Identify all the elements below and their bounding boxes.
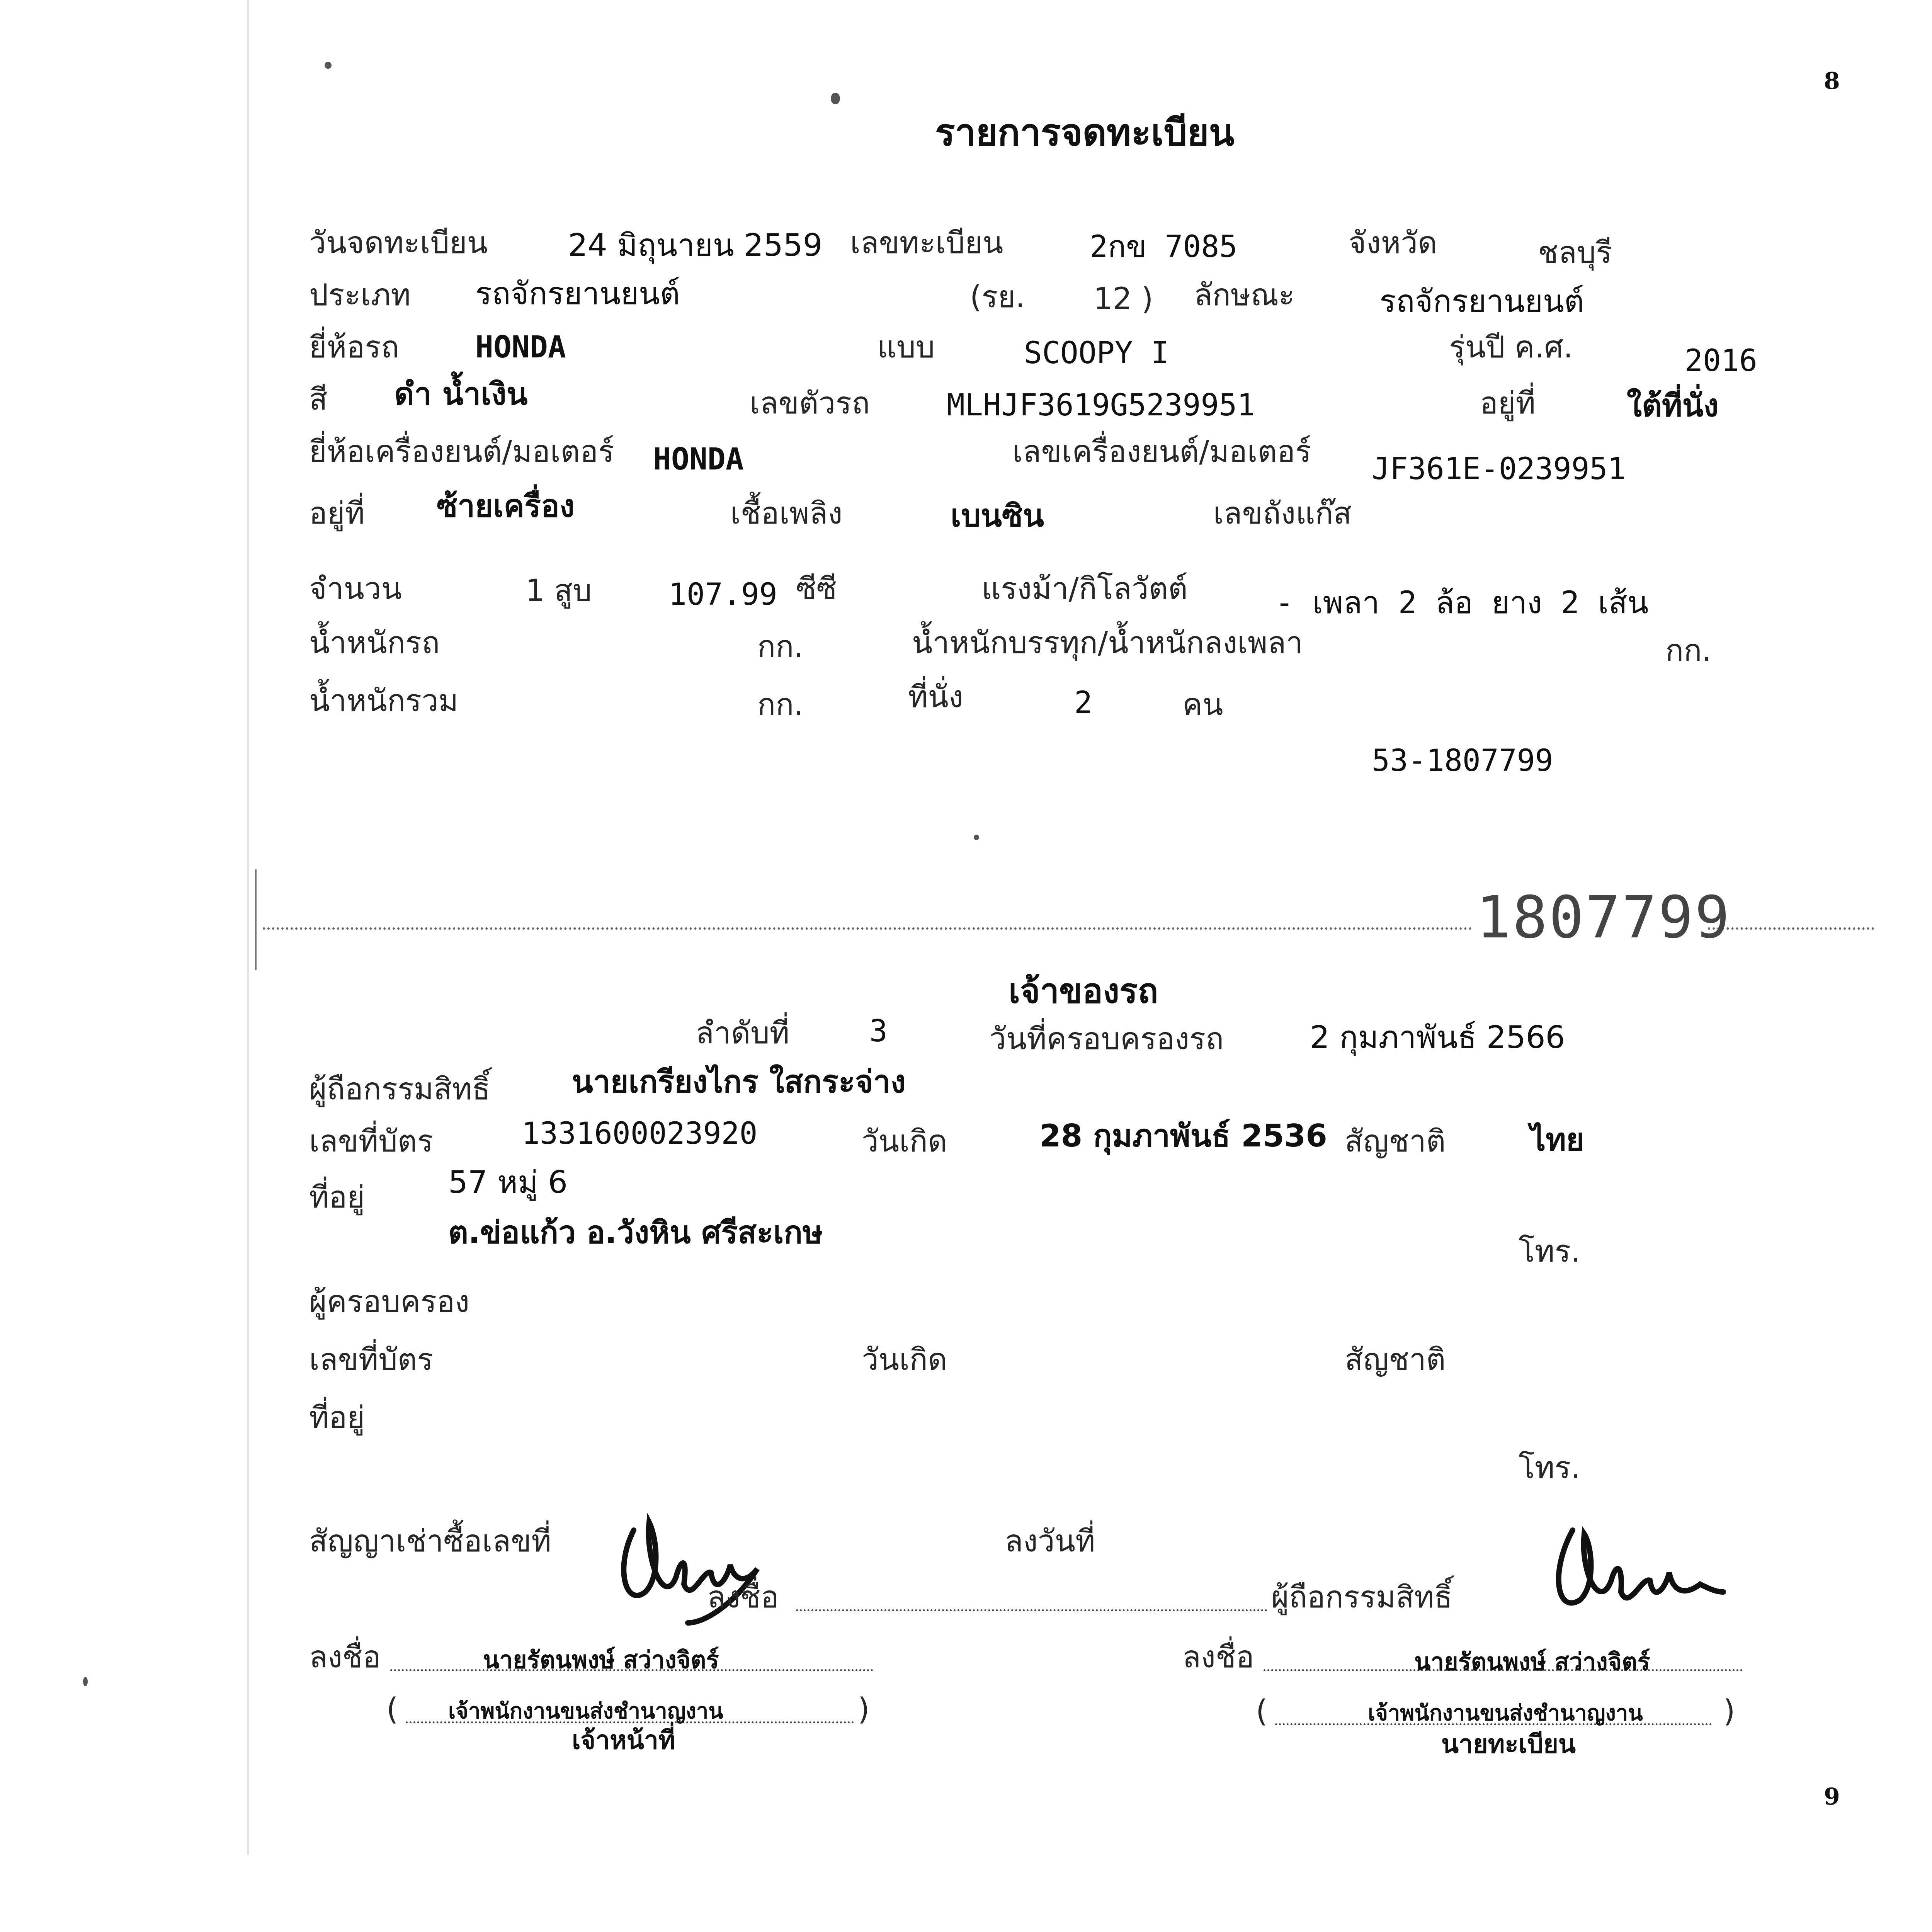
possessor-phone-label: โทร. (1519, 1451, 1580, 1485)
scan-edge-line (247, 0, 249, 1855)
nationality-value: ไทย (1530, 1122, 1584, 1158)
ry-label: (รย. (970, 280, 1025, 315)
gross-weight-label: น้ำหนักรวม (309, 684, 459, 718)
sequence-value: 3 (869, 1014, 888, 1049)
stamp-number: 1807799 (1476, 884, 1731, 951)
horsepower-label: แรงม้า/กิโลวัตต์ (981, 571, 1188, 606)
year-label: รุ่นปี ค.ศ. (1449, 330, 1573, 365)
model-value: SCOOPY I (1024, 336, 1169, 371)
type-label: ประเภท (309, 278, 411, 313)
axle-value: - เพลา 2 ล้อ ยาง 2 เส้น (1275, 585, 1649, 621)
vin-value: MLHJF3619G5239951 (947, 388, 1255, 423)
seat-unit: คน (1182, 687, 1223, 722)
engine-no-value: JF361E-0239951 (1372, 452, 1626, 486)
engine-brand-value: HONDA (653, 442, 744, 477)
paren-close-right: ) (1723, 1694, 1735, 1729)
possessor-address-label: ที่อยู่ (309, 1400, 365, 1435)
engine-loc-label: อยู่ที่ (309, 496, 365, 531)
model-label: แบบ (877, 330, 935, 365)
holder-name: นายเกรียงไกร ใสกระจ่าง (572, 1064, 906, 1100)
officer-title-right: เจ้าพนักงานขนส่งชำนาญงาน (1368, 1700, 1643, 1726)
vin-label: เลขตัวรถ (750, 386, 870, 421)
char-label: ลักษณะ (1194, 278, 1295, 313)
gross-weight-unit: กก. (757, 687, 804, 722)
gas-tank-label: เลขถังแก๊ส (1213, 496, 1352, 531)
scan-edge-line (255, 869, 257, 970)
scan-speck (831, 93, 840, 104)
engine-loc-value: ซ้ายเครื่อง (437, 488, 575, 524)
address-line-2: ต.ข่อแก้ว อ.วังหิน ศรีสะเกษ (448, 1214, 823, 1250)
paren-open-left: ( (386, 1692, 398, 1727)
possessor-nationality-label: สัญชาติ (1345, 1342, 1446, 1377)
brand-label: ยี่ห้อรถ (309, 330, 400, 365)
phone-label: โทร. (1519, 1234, 1580, 1269)
scan-speck (974, 835, 979, 840)
owner-heading: เจ้าของรถ (1009, 971, 1158, 1011)
reg-date-label: วันจดทะเบียน (309, 226, 488, 260)
vin-loc-value: ใต้ที่นั่ง (1627, 388, 1719, 423)
possessor-label: ผู้ครอบครอง (309, 1284, 470, 1319)
cylinder-label: จำนวน (309, 571, 402, 606)
possessor-dob-label: วันเกิด (862, 1342, 947, 1377)
seat-value: 2 (1074, 685, 1092, 720)
page-title: รายการจดทะเบียน (935, 111, 1235, 154)
signature-right (1542, 1515, 1727, 1638)
color-label: สี (309, 382, 328, 417)
reg-date-value: 24 มิถุนายน 2559 (568, 227, 823, 263)
officer-name-left: นายรัตนพงษ์ สว่างจิตร์ (483, 1646, 719, 1674)
paren-open-right: ( (1256, 1694, 1268, 1729)
province-value: ชลบุรี (1538, 235, 1612, 270)
color-value: ดำ น้ำเงิน (394, 376, 528, 412)
sign-label-left: ลงชื่อ (309, 1640, 381, 1675)
type-value: รถจักรยานยนต์ (475, 276, 680, 311)
sign-date-label: ลงวันที่ (1005, 1524, 1095, 1559)
scan-speck (325, 62, 332, 69)
province-label: จังหวัด (1349, 226, 1437, 260)
possessor-id-label: เลขที่บัตร (309, 1342, 434, 1377)
officer-role-left: เจ้าหน้าที่ (572, 1725, 675, 1755)
scan-speck (83, 1677, 88, 1686)
seat-label: ที่นั่ง (908, 680, 963, 714)
year-value: 2016 (1685, 344, 1757, 378)
possession-date-value: 2 กุมภาพันธ์ 2566 (1310, 1019, 1565, 1055)
sequence-label: ลำดับที่ (696, 1016, 790, 1051)
cc-unit: ซีซี (796, 571, 837, 606)
plate-value: 2กข 7085 (1090, 230, 1238, 264)
nationality-label: สัญชาติ (1345, 1124, 1446, 1159)
page-number-top: 8 (1824, 68, 1840, 95)
engine-no-label: เลขเครื่องยนต์/มอเตอร์ (1012, 434, 1311, 469)
id-value: 1331600023920 (522, 1116, 758, 1151)
weight-label: น้ำหนักรถ (309, 626, 440, 660)
cc-value: 107.99 (668, 577, 777, 612)
weight-unit: กก. (757, 629, 804, 664)
hire-purchase-label: สัญญาเช่าซื้อเลขที่ (309, 1524, 551, 1559)
page-number-bottom: 9 (1824, 1783, 1840, 1810)
separator-line (1708, 927, 1874, 930)
engine-brand-label: ยี่ห้อเครื่องยนต์/มอเตอร์ (309, 434, 614, 469)
officer-name-right: นายรัตนพงษ์ สว่างจิตร์ (1414, 1648, 1650, 1676)
load-unit: กก. (1665, 633, 1712, 668)
sign-label-mid: ลงชื่อ (707, 1580, 779, 1615)
signature-line (796, 1609, 1267, 1611)
vin-loc-label: อยู่ที่ (1480, 386, 1536, 421)
paren-close-left: ) (858, 1692, 870, 1727)
address-line-1: 57 หมู่ 6 (448, 1164, 568, 1200)
holder-label: ผู้ถือกรรมสิทธิ์ (309, 1072, 490, 1107)
possession-date-label: วันที่ครอบครองรถ (989, 1022, 1224, 1056)
brand-value: HONDA (475, 330, 566, 365)
dob-value: 28 กุมภาพันธ์ 2536 (1039, 1118, 1327, 1154)
document-number: 53-1807799 (1372, 743, 1553, 778)
signature-left (611, 1507, 788, 1634)
officer-role-right: นายทะเบียน (1441, 1729, 1576, 1759)
officer-title-left: เจ้าพนักงานขนส่งชำนาญงาน (448, 1698, 723, 1724)
fuel-label: เชื้อเพลิง (730, 496, 843, 531)
cylinder-value: 1 สูบ (526, 573, 592, 608)
ry-value: 12 ) (1094, 282, 1153, 316)
holder-sign-label: ผู้ถือกรรมสิทธิ์ (1271, 1580, 1452, 1615)
id-label: เลขที่บัตร (309, 1124, 434, 1159)
separator-line (263, 927, 1472, 930)
plate-label: เลขทะเบียน (850, 226, 1003, 260)
fuel-value: เบนซิน (951, 498, 1044, 534)
char-value: รถจักรยานยนต์ (1379, 283, 1584, 319)
load-label: น้ำหนักบรรทุก/น้ำหนักลงเพลา (912, 626, 1303, 660)
address-label: ที่อยู่ (309, 1180, 365, 1215)
dob-label: วันเกิด (862, 1124, 947, 1159)
sign-label-right: ลงชื่อ (1182, 1640, 1254, 1675)
